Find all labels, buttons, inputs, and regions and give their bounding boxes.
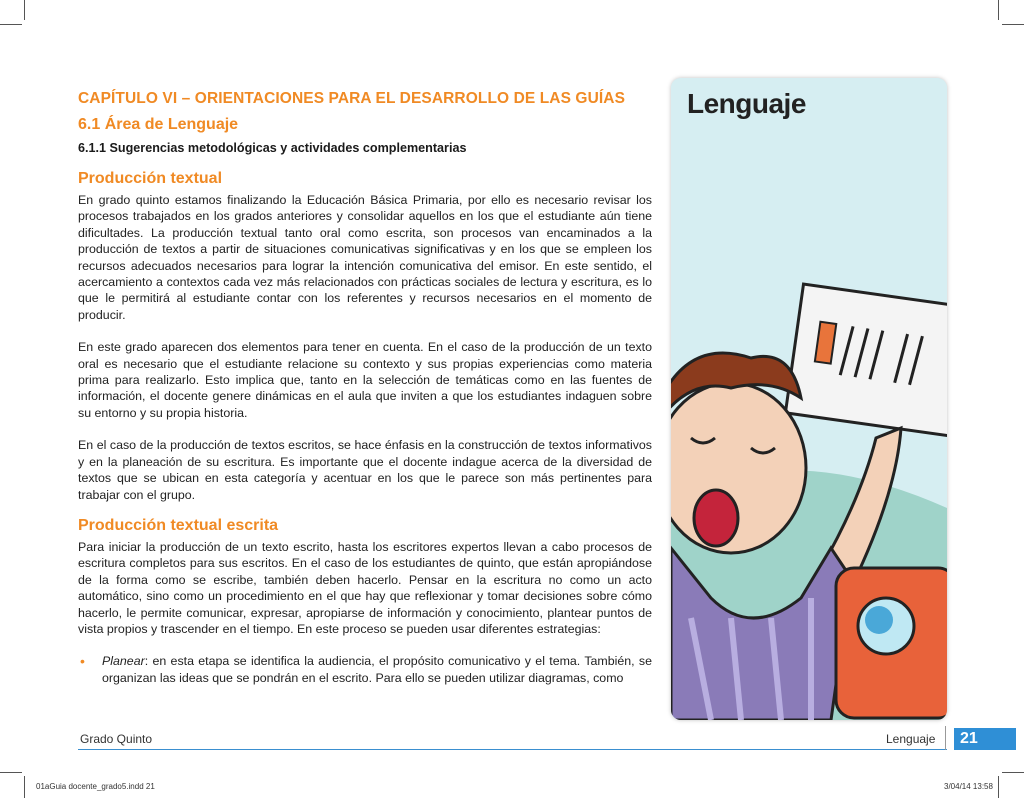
footer-grade-label: Grado Quinto bbox=[80, 732, 153, 746]
paragraph: En grado quinto estamos finalizando la Educación Básica Primaria, por ello es necesario revisar los procesos trabajados en los grados anteriores y consolidar aquellos en los que el estudiante aún tiene dificultades. La producción textual tanto oral como escrita, son procesos van encaminados a la producción de textos a partir de situaciones comunicativas significativas y en los que se empleen los recursos adecuados necesarios para lograr la intención comunicativa del emisor. En este sentido, el acercamiento a contextos cada vez más relacionados con prácticas sociales de lectura y escritura, es lo que le permitirá al estudiante contar con los referentes y recursos necesarios en el momento de producir. bbox=[78, 193, 652, 322]
print-slug-date: 3/04/14 13:58 bbox=[944, 782, 993, 791]
crop-mark bbox=[1002, 24, 1024, 25]
page-number: 21 bbox=[954, 728, 1016, 750]
bullet-item-planear bbox=[78, 653, 652, 686]
bullet-dot-icon: • bbox=[80, 653, 85, 670]
bullet-term: Planear bbox=[102, 654, 145, 669]
footer-separator bbox=[945, 726, 946, 750]
crop-mark bbox=[24, 0, 25, 20]
illustration-title: Lenguaje bbox=[687, 88, 806, 119]
heading-produccion-textual-escrita: Producción textual escrita bbox=[78, 516, 279, 534]
crop-mark bbox=[1002, 772, 1024, 773]
paragraph: Para iniciar la producción de un texto escrito, hasta los escritores expertos llevan a cabo procesos de escritura completos para sus escritos. En el caso de los estudiantes de quinto, que están apropiándose de la forma como se escribe, también deben hacerlo. Pensar en la escritura no como un acto automático, sino como un procedimiento en el que hay que reflexionar y tomar decisiones sobre cómo hacerlo, le permite comunicar, expresar, apropiarse de información y conocimiento, plantear puntos de vista propios y trascender en el tiempo. En este proceso se pueden usar diferentes estrategias: bbox=[78, 539, 652, 636]
illustration-panel bbox=[671, 78, 947, 720]
footer-subject-label: Lenguaje bbox=[886, 732, 936, 746]
chapter-title: CAPÍTULO VI – ORIENTACIONES PARA EL DESARROLLO DE LAS GUÍAS bbox=[78, 90, 626, 107]
heading-produccion-textual: Producción textual bbox=[78, 170, 223, 187]
subsection-title: 6.1.1 Sugerencias metodológicas y actividades complementarias bbox=[78, 141, 467, 155]
crop-mark bbox=[998, 0, 999, 20]
main-text-column bbox=[78, 90, 652, 686]
crop-mark bbox=[0, 24, 22, 25]
section-title: 6.1 Área de Lenguaje bbox=[78, 116, 239, 133]
footer-divider bbox=[78, 749, 947, 750]
print-slug-file: 01aGuia docente_grado5.indd 21 bbox=[36, 782, 155, 791]
paragraph: En este grado aparecen dos elementos para tener en cuenta. En el caso de la producción de un texto oral es necesario que el estudiante relacione su contexto y sus propias experiencias como materia prima para realizarlo. Esto implica que, tanto en la selección de temáticas como en las fuentes de información, el docente genere dinámicas en el aula que inviten a que los estudiantes indaguen sobre su entorno y su propia historia. bbox=[78, 340, 652, 420]
crop-mark bbox=[0, 772, 22, 773]
crop-mark bbox=[998, 776, 999, 798]
boy-reading-illustration bbox=[671, 78, 947, 720]
bullet-text: : en esta etapa se identifica la audiencia, el propósito comunicativo y el tema. También, se organizan las ideas que se pondrán en el escrito. Para ello se pueden utilizar diagramas, como bbox=[102, 654, 652, 685]
paragraph: En el caso de la producción de textos escritos, se hace énfasis en la construcción de textos informativos y en la planeación de su escritura. Es importante que el docente indague acerca de la diversidad de textos que se ubican en esta categoría y acentuar en los que le parece son más pertinentes para trabajar con el grupo. bbox=[78, 438, 652, 502]
crop-mark bbox=[24, 776, 25, 798]
